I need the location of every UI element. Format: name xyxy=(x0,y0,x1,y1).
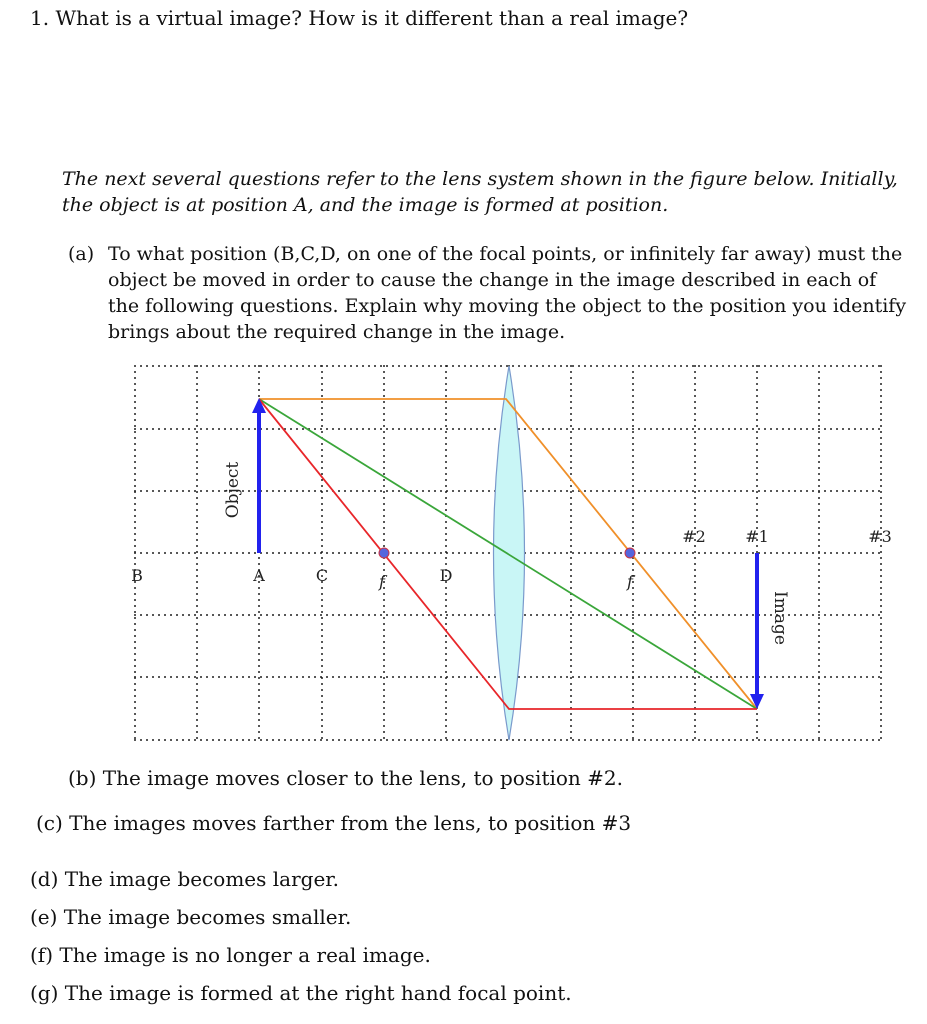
label-f-left: f xyxy=(379,572,385,591)
question-a xyxy=(68,241,913,345)
question-e: (e) The image becomes smaller. xyxy=(30,905,352,929)
question-a-label: (a) xyxy=(68,243,95,265)
label-position-1: #1 xyxy=(745,527,769,546)
focal-point-right xyxy=(625,548,635,558)
question-c: (c) The images moves farther from the lens, to position #3 xyxy=(36,811,632,835)
label-f-right: f xyxy=(627,572,633,591)
question-a-text: To what position (B,C,D, on one of the focal points, or infinitely far away) must the object be moved in order to cause the change in the image described in each of the following questions. Explain why moving the object to the position you identify brings about the required change in the image. xyxy=(108,243,907,343)
focal-point-left xyxy=(379,548,389,558)
label-B: B xyxy=(131,566,143,585)
label-object: Object xyxy=(223,461,243,519)
question-1: 1. What is a virtual image? How is it different than a real image? xyxy=(30,6,689,30)
question-f: (f) The image is no longer a real image. xyxy=(30,943,431,967)
label-D: D xyxy=(439,566,453,585)
label-A: A xyxy=(253,566,265,585)
label-position-3: #3 xyxy=(868,527,892,546)
question-d: (d) The image becomes larger. xyxy=(30,867,340,891)
question-b: (b) The image moves closer to the lens, to position #2. xyxy=(68,766,624,790)
converging-lens xyxy=(494,366,525,740)
label-image: Image xyxy=(770,591,790,645)
question-g: (g) The image is formed at the right hand focal point. xyxy=(30,981,572,1005)
lens-diagram xyxy=(0,355,927,755)
label-position-2: #2 xyxy=(682,527,706,546)
intro-paragraph: The next several questions refer to the lens system shown in the figure below. Initially, the object is at position A, and the image is formed at position. xyxy=(62,168,898,216)
label-C: C xyxy=(315,566,329,585)
